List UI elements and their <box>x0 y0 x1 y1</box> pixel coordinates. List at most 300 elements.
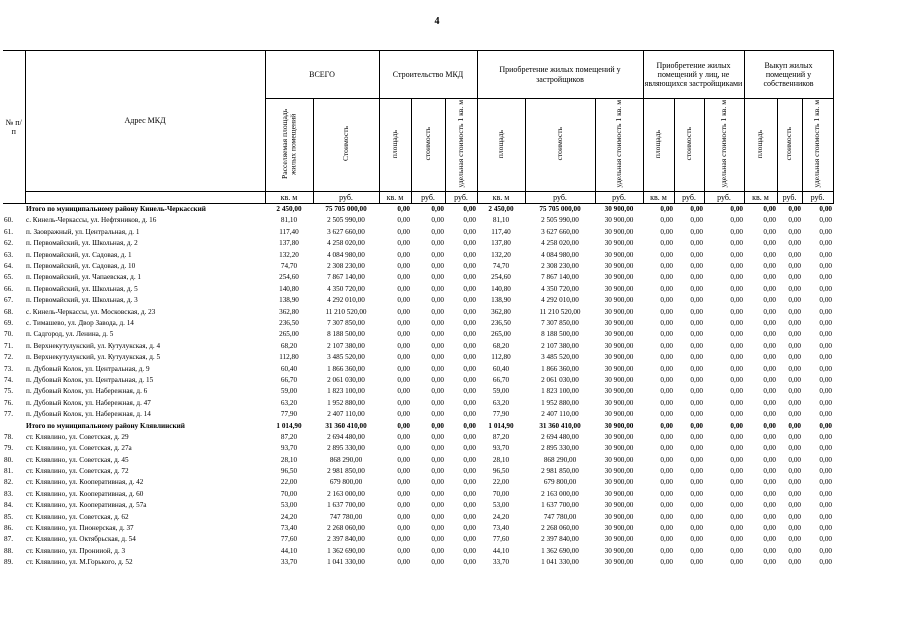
row-number: 75. <box>4 387 13 396</box>
value-cell: 0,00 <box>463 250 476 259</box>
value-cell: 265,00 <box>491 330 511 339</box>
value-cell: 0,00 <box>660 444 673 453</box>
value-cell: 74,70 <box>280 262 298 271</box>
value-cell: 679 800,00 <box>543 478 577 487</box>
value-cell: 0,00 <box>397 216 410 225</box>
unit-label: руб. <box>445 192 477 204</box>
value-cell: 0,00 <box>397 410 410 419</box>
value-cell: 30 900,00 <box>604 227 634 236</box>
value-cell: 0,00 <box>763 341 776 350</box>
value-cell: 1 014,90 <box>488 421 514 430</box>
value-cell: 0,00 <box>763 455 776 464</box>
value-cell: 60,40 <box>280 364 298 373</box>
value-cell: 0,00 <box>690 239 703 248</box>
value-cell: 679 800,00 <box>329 478 363 487</box>
value-cell: 0,00 <box>397 262 410 271</box>
unit-label: кв. м <box>643 192 674 204</box>
unit-label: руб. <box>777 192 802 204</box>
unit-label: руб. <box>525 192 595 204</box>
value-cell: 0,00 <box>788 489 801 498</box>
value-cell: 0,00 <box>660 501 673 510</box>
value-cell: 0,00 <box>660 307 673 316</box>
row-number: 89. <box>4 558 13 567</box>
value-cell: 0,00 <box>788 387 801 396</box>
address-cell: п. Первомайский, ул. Садовая, д. 10 <box>26 262 136 271</box>
value-cell: 1 866 360,00 <box>541 364 579 373</box>
value-cell: 0,00 <box>397 273 410 282</box>
value-cell: 2 397 840,00 <box>327 535 365 544</box>
value-cell: 0,00 <box>660 524 673 533</box>
unit-label: руб. <box>313 192 379 204</box>
value-cell: 0,00 <box>690 364 703 373</box>
value-cell: 73,40 <box>492 524 510 533</box>
value-cell: 112,80 <box>491 353 511 362</box>
value-cell: 0,00 <box>397 375 410 384</box>
value-cell: 254,60 <box>491 273 511 282</box>
value-cell: 0,00 <box>730 284 743 293</box>
value-cell: 0,00 <box>763 284 776 293</box>
unit-label: кв. м <box>265 192 313 204</box>
value-cell: 0,00 <box>690 478 703 487</box>
value-cell: 74,70 <box>492 262 510 271</box>
row-number: 68. <box>4 307 13 316</box>
value-cell: 236,50 <box>491 319 511 327</box>
value-cell: 0,00 <box>690 558 703 567</box>
value-cell: 0,00 <box>660 489 673 498</box>
value-cell: 2 981 850,00 <box>327 467 365 476</box>
value-cell: 0,00 <box>690 330 703 339</box>
value-cell: 0,00 <box>763 387 776 396</box>
value-cell: 0,00 <box>660 330 673 339</box>
header-group-developers: Приобретение жилых помещений у застройщиков <box>477 51 643 99</box>
unit-label: кв. м <box>379 192 411 204</box>
value-cell: 0,00 <box>463 398 476 407</box>
value-cell: 2 308 230,00 <box>327 262 365 271</box>
value-cell: 138,90 <box>491 296 511 305</box>
address-cell: п. Дубовый Колок, ул. Набережная, д. 14 <box>26 410 151 419</box>
value-cell: 53,00 <box>492 501 510 510</box>
value-cell: 2 308 230,00 <box>541 262 579 271</box>
value-cell: 0,00 <box>730 319 743 327</box>
row-number: 70. <box>4 330 13 339</box>
value-cell: 1 041 330,00 <box>327 558 365 567</box>
value-cell: 0,00 <box>690 375 703 384</box>
value-cell: 0,00 <box>431 364 444 373</box>
table-row <box>3 341 833 352</box>
value-cell: 0,00 <box>788 444 801 453</box>
row-number: 64. <box>4 262 13 271</box>
value-cell: 28,10 <box>492 455 510 464</box>
value-cell: 0,00 <box>763 489 776 498</box>
value-cell: 0,00 <box>463 421 476 430</box>
value-cell: 0,00 <box>819 387 832 396</box>
row-number: 60. <box>4 216 13 225</box>
value-cell: 1 014,90 <box>276 421 302 430</box>
value-cell: 81,10 <box>492 216 510 225</box>
value-cell: 0,00 <box>431 353 444 362</box>
value-cell: 11 210 520,00 <box>325 307 367 316</box>
value-cell: 0,00 <box>397 524 410 533</box>
value-cell: 0,00 <box>763 273 776 282</box>
value-cell: 0,00 <box>431 398 444 407</box>
value-cell: 0,00 <box>660 455 673 464</box>
value-cell: 73,40 <box>280 524 298 533</box>
row-number: 81. <box>4 467 13 476</box>
value-cell: 0,00 <box>819 262 832 271</box>
value-cell: 63,20 <box>492 398 510 407</box>
value-cell: 0,00 <box>660 205 673 214</box>
value-cell: 0,00 <box>819 307 832 316</box>
address-cell: ст. Клявлино, ул. Пронииой, д. 3 <box>26 546 126 555</box>
value-cell: 1 362 690,00 <box>541 546 579 555</box>
value-cell: 0,00 <box>660 227 673 236</box>
value-cell: 0,00 <box>397 341 410 350</box>
value-cell: 0,00 <box>397 296 410 305</box>
value-cell: 0,00 <box>819 432 832 441</box>
value-cell: 0,00 <box>819 319 832 327</box>
value-cell: 137,80 <box>491 239 511 248</box>
value-cell: 0,00 <box>431 558 444 567</box>
value-cell: 1 823 100,00 <box>541 387 579 396</box>
value-cell: 7 307 850,00 <box>327 319 365 327</box>
address-cell: ст. Клявлино, ул. Советская, д. 29 <box>26 432 129 441</box>
address-cell: п. Заовражный, ул. Центральная, д. 1 <box>26 227 140 236</box>
value-cell: 0,00 <box>690 250 703 259</box>
unit-label: руб. <box>411 192 445 204</box>
table-row <box>3 523 833 534</box>
header-developers-area: площадь <box>477 99 525 192</box>
value-cell: 1 952 880,00 <box>541 398 579 407</box>
value-cell: 31 360 410,00 <box>539 421 581 430</box>
header-construction-cost: стоимость <box>411 99 445 192</box>
value-cell: 0,00 <box>660 250 673 259</box>
value-cell: 30 900,00 <box>604 478 634 487</box>
value-cell: 0,00 <box>788 478 801 487</box>
value-cell: 868 290,00 <box>329 455 363 464</box>
table-row <box>3 318 833 329</box>
value-cell: 0,00 <box>730 467 743 476</box>
value-cell: 0,00 <box>788 307 801 316</box>
unit-label: руб. <box>802 192 833 204</box>
address-cell: ст. Клявлино, ул. Кооперативная, д. 42 <box>26 478 144 487</box>
value-cell: 0,00 <box>819 444 832 453</box>
value-cell: 0,00 <box>463 512 476 521</box>
value-cell: 0,00 <box>431 432 444 441</box>
value-cell: 0,00 <box>730 273 743 282</box>
value-cell: 0,00 <box>690 546 703 555</box>
row-number: 83. <box>4 489 13 498</box>
value-cell: 0,00 <box>690 273 703 282</box>
value-cell: 30 900,00 <box>604 307 634 316</box>
value-cell: 30 900,00 <box>604 558 634 567</box>
row-number: 73. <box>4 364 13 373</box>
header-nondev-area: площадь <box>643 99 674 192</box>
value-cell: 0,00 <box>690 535 703 544</box>
value-cell: 30 900,00 <box>604 296 634 305</box>
value-cell: 0,00 <box>788 227 801 236</box>
value-cell: 0,00 <box>431 307 444 316</box>
value-cell: 0,00 <box>397 467 410 476</box>
value-cell: 1 362 690,00 <box>327 546 365 555</box>
value-cell: 0,00 <box>763 227 776 236</box>
address-cell: ст. Клявлино, ул. Советская, д. 27а <box>26 444 132 453</box>
value-cell: 0,00 <box>690 410 703 419</box>
address-cell: п. Верхнекутулукский, ул. Кутулукская, д. 5 <box>26 353 161 362</box>
value-cell: 68,20 <box>280 341 298 350</box>
value-cell: 0,00 <box>763 421 776 430</box>
value-cell: 0,00 <box>397 558 410 567</box>
value-cell: 0,00 <box>819 558 832 567</box>
value-cell: 0,00 <box>660 216 673 225</box>
value-cell: 0,00 <box>463 341 476 350</box>
value-cell: 0,00 <box>730 444 743 453</box>
value-cell: 0,00 <box>397 250 410 259</box>
total-row <box>3 204 833 216</box>
address-cell: п. Первомайский, ул. Садовая, д. 1 <box>26 250 132 259</box>
value-cell: 0,00 <box>819 421 832 430</box>
value-cell: 132,20 <box>279 250 299 259</box>
table-row <box>3 398 833 409</box>
value-cell: 0,00 <box>431 284 444 293</box>
value-cell: 0,00 <box>690 524 703 533</box>
value-cell: 137,80 <box>279 239 299 248</box>
value-cell: 0,00 <box>819 250 832 259</box>
value-cell: 0,00 <box>463 319 476 327</box>
value-cell: 0,00 <box>788 262 801 271</box>
value-cell: 0,00 <box>660 273 673 282</box>
address-cell: п. Дубовый Колок, ул. Набережная, д. 6 <box>26 387 148 396</box>
table-row <box>3 432 833 443</box>
value-cell: 4 258 020,00 <box>327 239 365 248</box>
value-cell: 0,00 <box>397 205 410 214</box>
value-cell: 70,00 <box>492 489 510 498</box>
value-cell: 87,20 <box>492 432 510 441</box>
value-cell: 30 900,00 <box>604 535 634 544</box>
value-cell: 0,00 <box>397 284 410 293</box>
value-cell: 24,20 <box>492 512 510 521</box>
row-number: 72. <box>4 353 13 362</box>
address-cell: п. Первомайский, ул. Школьная, д. 3 <box>26 296 138 305</box>
value-cell: 30 900,00 <box>604 364 634 373</box>
value-cell: 0,00 <box>730 296 743 305</box>
value-cell: 0,00 <box>431 489 444 498</box>
value-cell: 0,00 <box>819 341 832 350</box>
value-cell: 0,00 <box>763 398 776 407</box>
value-cell: 0,00 <box>431 501 444 510</box>
value-cell: 2 895 330,00 <box>327 444 365 453</box>
value-cell: 0,00 <box>763 353 776 362</box>
value-cell: 59,00 <box>280 387 298 396</box>
row-number: 79. <box>4 444 13 453</box>
row-number: 84. <box>4 501 13 510</box>
value-cell: 0,00 <box>788 512 801 521</box>
value-cell: 0,00 <box>788 432 801 441</box>
value-cell: 0,00 <box>431 227 444 236</box>
value-cell: 0,00 <box>463 375 476 384</box>
row-number: 87. <box>4 535 13 544</box>
header-buyout-area: площадь <box>744 99 777 192</box>
value-cell: 1 637 700,00 <box>327 501 365 510</box>
value-cell: 0,00 <box>463 227 476 236</box>
value-cell: 0,00 <box>730 216 743 225</box>
table-row <box>3 261 833 272</box>
value-cell: 265,00 <box>279 330 299 339</box>
value-cell: 747 780,00 <box>543 512 577 521</box>
value-cell: 0,00 <box>730 535 743 544</box>
value-cell: 0,00 <box>763 558 776 567</box>
value-cell: 30 900,00 <box>604 467 634 476</box>
value-cell: 0,00 <box>463 432 476 441</box>
address-cell: с. Кинель-Черкассы, ул. Нефтяников, д. 16 <box>26 216 157 225</box>
value-cell: 1 866 360,00 <box>327 364 365 373</box>
value-cell: 132,20 <box>491 250 511 259</box>
table-row <box>3 477 833 488</box>
value-cell: 59,00 <box>492 387 510 396</box>
table-row <box>3 455 833 466</box>
value-cell: 0,00 <box>660 375 673 384</box>
header-group-total: ВСЕГО <box>265 51 379 99</box>
address-cell: ст. Клявлино, ул. Советская, д. 62 <box>26 512 129 521</box>
value-cell: 2 694 480,00 <box>327 432 365 441</box>
value-cell: 2 505 990,00 <box>327 216 365 225</box>
table-row <box>3 546 833 557</box>
table-row <box>3 250 833 261</box>
value-cell: 0,00 <box>463 296 476 305</box>
value-cell: 0,00 <box>690 341 703 350</box>
value-cell: 0,00 <box>819 535 832 544</box>
table-row <box>3 443 833 454</box>
value-cell: 0,00 <box>463 387 476 396</box>
value-cell: 0,00 <box>431 262 444 271</box>
value-cell: 0,00 <box>730 205 743 214</box>
row-number: 78. <box>4 432 13 441</box>
value-cell: 0,00 <box>730 398 743 407</box>
value-cell: 0,00 <box>431 330 444 339</box>
header-total-area: Расселяемая площадь жилых помещений <box>265 99 313 192</box>
table-row <box>3 295 833 306</box>
value-cell: 33,70 <box>280 558 298 567</box>
value-cell: 0,00 <box>431 296 444 305</box>
value-cell: 30 900,00 <box>604 375 634 384</box>
value-cell: 0,00 <box>730 227 743 236</box>
value-cell: 112,80 <box>279 353 299 362</box>
value-cell: 0,00 <box>788 398 801 407</box>
value-cell: 0,00 <box>730 501 743 510</box>
value-cell: 30 900,00 <box>604 239 634 248</box>
value-cell: 0,00 <box>690 319 703 327</box>
value-cell: 138,90 <box>279 296 299 305</box>
row-number: 69. <box>4 319 13 327</box>
address-cell: с. Тимашево, ул. Двор Завода, д. 14 <box>26 319 134 327</box>
value-cell: 0,00 <box>690 512 703 521</box>
header-num: № п/п <box>3 51 25 204</box>
value-cell: 0,00 <box>397 478 410 487</box>
value-cell: 4 350 720,00 <box>541 284 579 293</box>
header-developers-unit-cost: удельная стоимость 1 кв. м <box>595 99 643 192</box>
address-cell: п. Первомайский, ул. Школьная, д. 5 <box>26 284 138 293</box>
value-cell: 0,00 <box>730 512 743 521</box>
value-cell: 0,00 <box>431 205 444 214</box>
row-number: 65. <box>4 273 13 282</box>
value-cell: 75 705 000,00 <box>325 205 367 214</box>
value-cell: 0,00 <box>690 398 703 407</box>
value-cell: 0,00 <box>431 250 444 259</box>
value-cell: 0,00 <box>431 387 444 396</box>
header-group-non-developers: Приобретение жилых помещений у лиц, не являющихся застройщиками <box>643 51 744 99</box>
value-cell: 0,00 <box>690 307 703 316</box>
value-cell: 2 407 110,00 <box>327 410 365 419</box>
value-cell: 0,00 <box>763 467 776 476</box>
value-cell: 0,00 <box>660 546 673 555</box>
value-cell: 0,00 <box>660 421 673 430</box>
value-cell: 0,00 <box>463 467 476 476</box>
address-cell: ст. Клявлино, ул. М.Горького, д. 52 <box>26 558 133 567</box>
value-cell: 87,20 <box>280 432 298 441</box>
value-cell: 0,00 <box>397 501 410 510</box>
value-cell: 0,00 <box>397 546 410 555</box>
row-number: 63. <box>4 250 13 259</box>
value-cell: 0,00 <box>763 296 776 305</box>
value-cell: 31 360 410,00 <box>325 421 367 430</box>
value-cell: 0,00 <box>788 546 801 555</box>
row-number: 86. <box>4 524 13 533</box>
value-cell: 362,80 <box>279 307 299 316</box>
value-cell: 7 307 850,00 <box>541 319 579 327</box>
value-cell: 96,50 <box>492 467 510 476</box>
row-number <box>3 204 25 216</box>
value-cell: 4 084 980,00 <box>327 250 365 259</box>
value-cell: 2 450,00 <box>488 205 514 214</box>
value-cell: 0,00 <box>690 205 703 214</box>
value-cell: 362,80 <box>491 307 511 316</box>
value-cell: 0,00 <box>788 455 801 464</box>
unit-label: кв. м <box>744 192 777 204</box>
value-cell: 0,00 <box>431 216 444 225</box>
address-cell: с. Кинель-Черкассы, ул. Московская, д. 23 <box>26 307 156 316</box>
value-cell: 0,00 <box>660 353 673 362</box>
value-cell: 30 900,00 <box>604 432 634 441</box>
row-number <box>3 420 25 431</box>
value-cell: 117,40 <box>491 227 511 236</box>
value-cell: 0,00 <box>819 398 832 407</box>
value-cell: 0,00 <box>730 239 743 248</box>
row-number: 61. <box>4 227 13 236</box>
table-row <box>3 238 833 249</box>
value-cell: 0,00 <box>763 250 776 259</box>
value-cell: 0,00 <box>763 535 776 544</box>
value-cell: 0,00 <box>431 341 444 350</box>
value-cell: 0,00 <box>730 489 743 498</box>
value-cell: 0,00 <box>397 512 410 521</box>
value-cell: 0,00 <box>730 262 743 271</box>
row-number: 80. <box>4 455 13 464</box>
value-cell: 33,70 <box>492 558 510 567</box>
value-cell: 30 900,00 <box>604 524 634 533</box>
page-number: 4 <box>434 16 440 27</box>
value-cell: 0,00 <box>819 410 832 419</box>
value-cell: 0,00 <box>463 284 476 293</box>
value-cell: 8 188 500,00 <box>327 330 365 339</box>
value-cell: 0,00 <box>730 307 743 316</box>
value-cell: 0,00 <box>788 421 801 430</box>
value-cell: 0,00 <box>788 250 801 259</box>
value-cell: 0,00 <box>463 524 476 533</box>
row-number: 77. <box>4 410 13 419</box>
value-cell: 7 867 140,00 <box>541 273 579 282</box>
value-cell: 0,00 <box>397 364 410 373</box>
value-cell: 30 900,00 <box>604 284 634 293</box>
value-cell: 0,00 <box>660 341 673 350</box>
